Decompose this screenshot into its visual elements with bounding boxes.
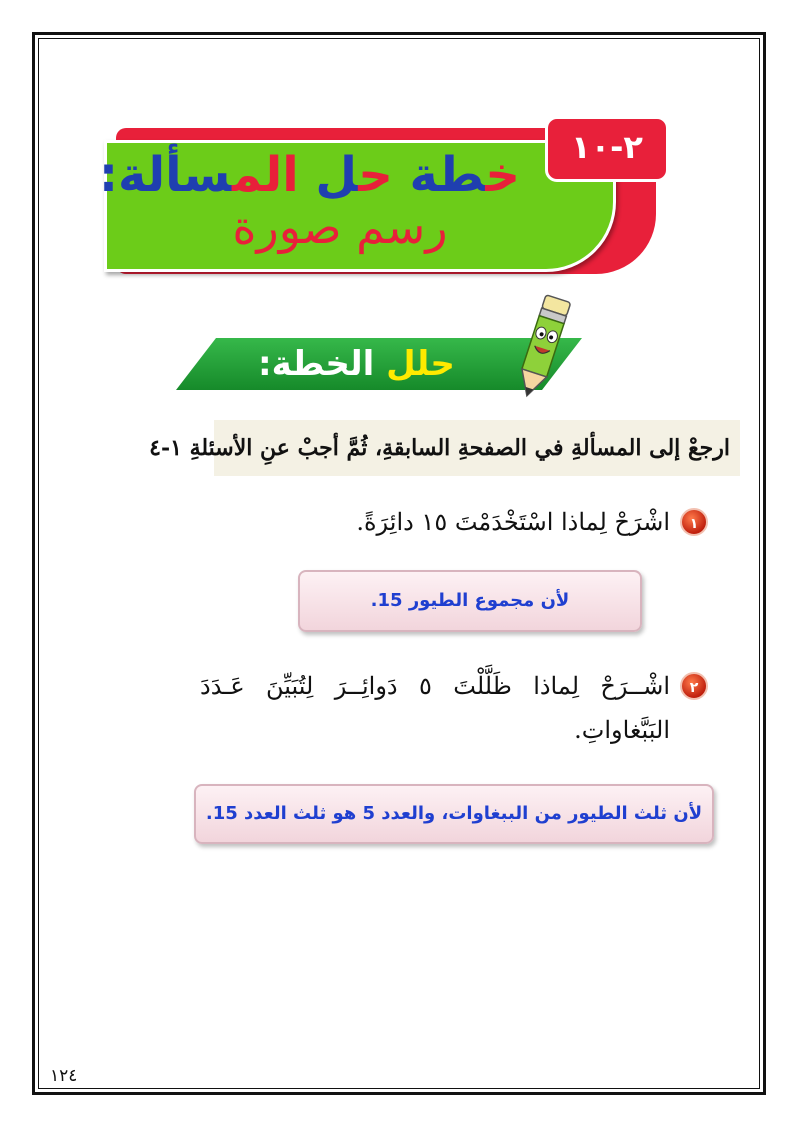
question-1-bullet-icon: ١ <box>680 508 708 536</box>
lesson-subtitle: رسم صورة <box>232 200 448 254</box>
lesson-title <box>99 146 520 204</box>
question-2-bullet-icon: ٢ <box>680 672 708 700</box>
question-1-text: اشْرَحْ لِماذا اسْتَخْدَمْتَ ١٥ دائِرَةً. <box>356 508 670 536</box>
title-part: سألة: <box>98 147 233 203</box>
title-part: الم <box>232 147 299 203</box>
plan-title <box>258 344 455 384</box>
plan-word-analyze: حلل <box>386 344 455 384</box>
answer-2-box: لأن ثلث الطيور من الببغاوات، والعدد 5 هو ثلث العدد 15. <box>194 784 714 844</box>
pencil-mascot-icon <box>510 290 574 402</box>
question-2-text: اشْــرَحْ لِماذا ظَلَّلْتَ ٥ دَوائِــرَ لِتُبَيِّنَ عَـدَدَ البَبَّغاواتِ. <box>200 672 670 744</box>
title-part: خ <box>485 147 520 203</box>
answer-1-box: لأن مجموع الطيور 15. <box>298 570 642 632</box>
title-part: ل <box>298 147 359 203</box>
title-part: طة <box>392 147 486 203</box>
title-part: ح <box>358 147 393 203</box>
lesson-number-badge: ٢-١٠ <box>545 116 669 182</box>
page-number: ١٢٤ <box>50 1066 78 1086</box>
instruction-text: ارجعْ إلى المسألةِ في الصفحةِ السابقةِ، ثُمَّ أجبْ عنِ الأسئلةِ ١-٤ <box>149 435 730 461</box>
plan-word-plan: الخطة: <box>258 344 375 384</box>
